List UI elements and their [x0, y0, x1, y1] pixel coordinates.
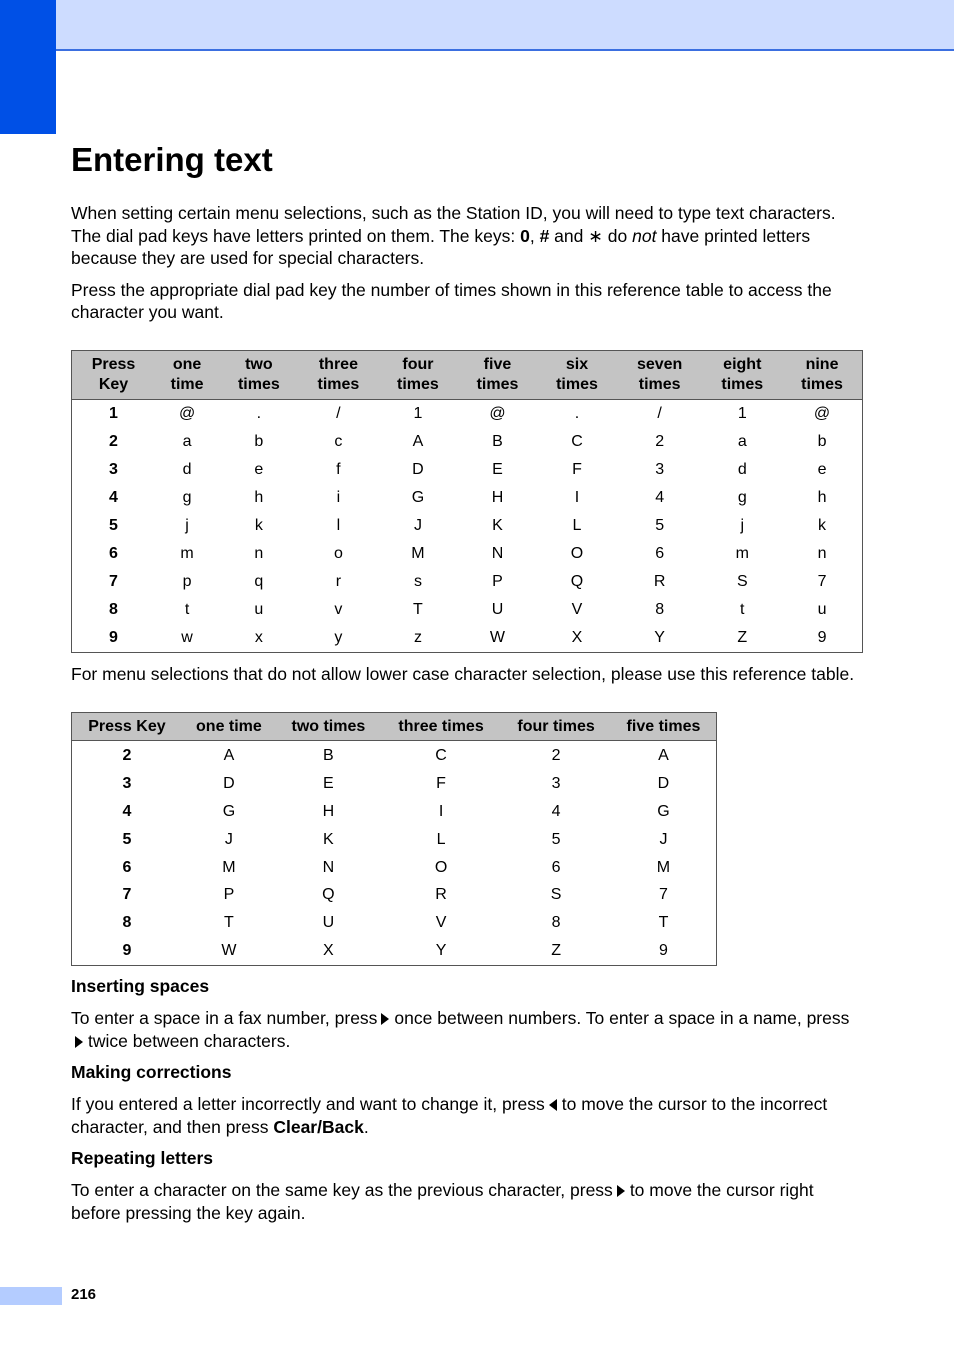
- character-cell: @: [178, 405, 196, 423]
- character-cell: C: [435, 746, 447, 764]
- character-cell: Y: [435, 942, 447, 960]
- press-key-cell: 3: [122, 774, 132, 792]
- character-cell: E: [323, 774, 334, 792]
- character-cell: C: [571, 433, 583, 451]
- character-cell: S: [550, 886, 562, 904]
- press-key-cell: 6: [122, 858, 132, 876]
- character-cell: 5: [551, 830, 561, 848]
- press-key-cell: 9: [109, 628, 118, 646]
- table-row: [72, 854, 717, 882]
- character-cell: M: [222, 858, 236, 876]
- character-cell: I: [438, 802, 444, 820]
- character-cell: O: [570, 544, 584, 562]
- page-content: [71, 140, 863, 1233]
- column-header-line: times: [801, 375, 843, 393]
- character-cell: G: [222, 802, 236, 820]
- character-cell: J: [413, 517, 422, 534]
- character-cell: /: [336, 405, 341, 423]
- character-cell: 7: [659, 886, 668, 904]
- column-header-line: Key: [98, 375, 129, 393]
- column-header-line: four: [402, 355, 434, 373]
- column-header: [782, 350, 862, 399]
- column-header: [458, 350, 538, 399]
- table-row: [72, 624, 863, 652]
- press-key-cell: 1: [109, 405, 118, 423]
- character-cell: E: [492, 461, 503, 479]
- character-cell: g: [182, 489, 192, 507]
- column-header-line: one: [172, 355, 202, 373]
- character-cell: d: [182, 461, 192, 479]
- character-cell: G: [411, 489, 425, 507]
- character-cell: J: [659, 830, 668, 848]
- press-key-cell: 2: [122, 746, 132, 764]
- character-cell: Q: [570, 572, 584, 590]
- character-cell: S: [736, 572, 748, 590]
- table-row: [72, 540, 863, 568]
- character-cell: m: [180, 544, 194, 562]
- press-key-cell: 8: [122, 914, 132, 932]
- column-header-line: three: [318, 355, 358, 373]
- character-cell: K: [492, 517, 503, 534]
- character-cell: N: [322, 858, 335, 876]
- character-cell: V: [435, 914, 447, 932]
- section-inserting-spaces: [71, 975, 863, 1052]
- character-cell: 1: [737, 405, 747, 423]
- top-header-band: [0, 0, 954, 51]
- column-header: two times: [276, 713, 381, 741]
- character-cell: W: [489, 628, 506, 646]
- character-cell: o: [333, 544, 343, 562]
- character-cell: q: [254, 572, 264, 590]
- character-cell: X: [571, 628, 583, 646]
- character-cell: M: [411, 544, 425, 562]
- section-heading: Making corrections: [71, 1062, 232, 1083]
- press-key-cell: 4: [109, 489, 118, 507]
- column-header-line: Press: [91, 355, 136, 373]
- right-arrow-icon: [75, 1036, 83, 1048]
- press-key-cell: 8: [109, 600, 118, 618]
- character-cell: H: [322, 802, 335, 820]
- character-cell: k: [818, 517, 827, 534]
- character-cell: 2: [551, 746, 561, 764]
- table-body: [72, 741, 717, 966]
- character-cell: 3: [655, 461, 665, 479]
- page-number-bar: [0, 1287, 62, 1305]
- character-cell: 4: [551, 802, 561, 820]
- character-cell: F: [436, 774, 446, 792]
- character-cell: v: [334, 600, 343, 618]
- character-cell: i: [336, 489, 341, 507]
- character-cell: U: [322, 914, 335, 932]
- character-cell: Q: [322, 886, 335, 904]
- character-cell: B: [323, 746, 334, 764]
- section-text: To enter a space in a fax number, press once between numbers. To enter a space in a name, presstwice between characters.: [71, 1008, 850, 1051]
- table-header-row: [72, 350, 863, 399]
- character-cell: 8: [551, 914, 561, 932]
- column-header-line: times: [476, 375, 519, 393]
- character-cell: D: [223, 774, 235, 792]
- table-body: [72, 399, 863, 652]
- page-number: 216: [71, 1286, 97, 1303]
- key-zero: 0: [520, 225, 530, 246]
- character-cell: j: [185, 517, 189, 534]
- character-cell: Z: [737, 628, 748, 646]
- character-cell: V: [571, 600, 583, 618]
- character-cell: P: [223, 886, 235, 904]
- section-making-corrections: [71, 1061, 863, 1138]
- character-cell: L: [436, 830, 446, 848]
- column-header: four times: [501, 713, 611, 741]
- character-cell: u: [817, 600, 827, 618]
- character-cell: t: [184, 600, 190, 618]
- character-cell: s: [413, 572, 422, 590]
- character-cell: A: [658, 746, 669, 764]
- column-header-line: times: [721, 375, 764, 393]
- key-clear-back: Clear/Back: [273, 1116, 364, 1137]
- column-header-line: eight: [723, 355, 762, 373]
- press-key-cell: 3: [109, 461, 118, 479]
- press-key-cell: 6: [109, 544, 118, 562]
- character-cell: y: [334, 628, 343, 646]
- character-cell: d: [737, 461, 747, 479]
- column-header-line: five: [483, 355, 512, 373]
- section-text: If you entered a letter incorrectly and want to change it, press to move the cursor to the incorrect character, and then press Clear/Back.: [71, 1094, 828, 1137]
- character-cell: Z: [551, 942, 561, 960]
- character-cell: T: [658, 914, 669, 932]
- character-cell: D: [412, 461, 424, 479]
- emphasis-not: not: [632, 225, 657, 246]
- character-cell: X: [323, 942, 334, 960]
- key-star: ∗: [588, 225, 603, 246]
- character-cell: R: [435, 886, 447, 904]
- character-cell: 4: [655, 489, 665, 507]
- character-cell: 7: [817, 572, 827, 590]
- character-cell: 3: [551, 774, 561, 792]
- table-row: [72, 937, 717, 965]
- character-cell: h: [254, 489, 264, 507]
- character-cell: A: [412, 433, 424, 451]
- character-cell: n: [817, 544, 827, 562]
- character-cell: p: [182, 572, 192, 590]
- character-cell: r: [335, 572, 342, 590]
- press-key-cell: 5: [109, 517, 118, 534]
- column-header: [72, 350, 156, 399]
- character-cell: D: [657, 774, 670, 792]
- column-header: one time: [182, 713, 276, 741]
- column-header-line: times: [556, 375, 598, 393]
- character-cell: 9: [817, 628, 827, 646]
- press-key-cell: 5: [122, 830, 132, 848]
- section-heading: Repeating letters: [71, 1148, 213, 1169]
- character-cell: J: [224, 830, 233, 848]
- character-cell: Y: [654, 628, 665, 646]
- character-cell: n: [254, 544, 264, 562]
- press-key-cell: 9: [122, 942, 132, 960]
- column-header: [537, 350, 617, 399]
- column-header: [219, 350, 299, 399]
- character-cell: k: [254, 517, 263, 534]
- character-cell: t: [740, 600, 745, 618]
- character-cell: x: [254, 628, 263, 646]
- character-cell: b: [817, 433, 827, 451]
- character-cell: O: [434, 858, 448, 876]
- character-cell: m: [735, 544, 749, 562]
- column-header: three times: [381, 713, 501, 741]
- character-cell: @: [489, 405, 506, 423]
- character-cell: R: [653, 572, 666, 590]
- column-header: [299, 350, 379, 399]
- character-cell: 8: [655, 600, 665, 618]
- character-cell: j: [740, 517, 745, 534]
- right-arrow-icon: [381, 1013, 389, 1025]
- column-header-line: six: [565, 355, 589, 373]
- character-cell: h: [817, 489, 827, 507]
- chapter-tab: [0, 0, 56, 134]
- column-header: five times: [611, 713, 717, 741]
- table-row: [72, 909, 717, 937]
- table-row: [72, 798, 717, 826]
- character-cell: c: [334, 433, 343, 451]
- character-cell: 1: [413, 405, 423, 423]
- column-header-line: nine: [805, 355, 839, 373]
- character-cell: K: [323, 830, 334, 848]
- table-header-row: [72, 713, 717, 741]
- left-arrow-icon: [549, 1099, 557, 1111]
- character-cell: T: [413, 600, 423, 618]
- section-heading: Inserting spaces: [71, 976, 210, 997]
- character-cell: U: [491, 600, 504, 618]
- character-cell: @: [813, 405, 831, 423]
- table-row: [72, 568, 863, 596]
- character-cell: l: [336, 517, 341, 534]
- table-row: [72, 881, 717, 909]
- key-hash: #: [539, 225, 550, 246]
- press-key-cell: 7: [109, 572, 118, 590]
- column-header: Press Key: [72, 713, 182, 741]
- column-header-line: times: [638, 375, 681, 393]
- character-cell: u: [254, 600, 264, 618]
- character-cell: g: [737, 489, 747, 507]
- column-header-line: two: [245, 355, 273, 373]
- character-cell: 6: [551, 858, 561, 876]
- character-cell: M: [656, 858, 671, 876]
- column-header: [378, 350, 458, 399]
- table-row: [72, 456, 863, 484]
- column-header-line: times: [397, 375, 439, 393]
- character-cell: z: [413, 628, 422, 646]
- table-row: [72, 428, 863, 456]
- intro-paragraph-1: When setting certain menu selections, such as the Station ID, you will need to type text characters. The dial pad keys have letters printed on them. The keys: 0, # and ∗ do not have printed letters because they are used for special characters.: [71, 203, 836, 268]
- table-row: [72, 770, 717, 798]
- column-header-line: times: [317, 375, 360, 393]
- character-cell: w: [181, 628, 193, 646]
- press-key-cell: 4: [122, 802, 132, 820]
- column-header: [703, 350, 783, 399]
- character-cell: L: [572, 517, 582, 534]
- character-cell: G: [657, 802, 670, 820]
- character-cell: a: [182, 433, 192, 451]
- table-row: [72, 826, 717, 854]
- table-row: [72, 484, 863, 512]
- character-cell: N: [491, 544, 504, 562]
- column-header-line: times: [237, 375, 280, 393]
- character-cell: e: [254, 461, 264, 479]
- character-cell: 9: [659, 942, 668, 960]
- character-cell: 5: [655, 517, 665, 534]
- character-cell: f: [336, 461, 341, 479]
- character-table-uppercase: [71, 712, 717, 966]
- table-row: [72, 399, 863, 428]
- column-header-line: time: [170, 375, 204, 393]
- column-header: [617, 350, 703, 399]
- character-table-full: [71, 350, 863, 653]
- character-cell: H: [491, 489, 504, 507]
- press-key-cell: 7: [122, 886, 132, 904]
- page-title: Entering text: [71, 141, 273, 178]
- table-row: [72, 741, 717, 770]
- character-cell: B: [492, 433, 503, 451]
- character-cell: A: [223, 746, 235, 764]
- section-repeating-letters: [71, 1147, 863, 1224]
- press-key-cell: 2: [109, 433, 118, 451]
- character-cell: 6: [655, 544, 665, 562]
- intro-paragraph-2: Press the appropriate dial pad key the number of times shown in this reference table to access the character you want.: [71, 279, 832, 322]
- character-cell: /: [657, 405, 662, 423]
- table-row: [72, 596, 863, 624]
- character-cell: I: [574, 489, 580, 507]
- character-cell: W: [221, 942, 237, 960]
- character-cell: 2: [655, 433, 665, 451]
- table-row: [72, 512, 863, 540]
- character-cell: a: [737, 433, 747, 451]
- right-arrow-icon: [617, 1185, 625, 1197]
- column-header: [155, 350, 219, 399]
- character-cell: T: [224, 914, 234, 932]
- column-header-line: seven: [636, 355, 683, 373]
- character-cell: .: [574, 405, 580, 423]
- character-cell: P: [492, 572, 503, 590]
- uppercase-note: For menu selections that do not allow lower case character selection, please use this reference table.: [71, 663, 855, 684]
- character-cell: e: [817, 461, 827, 479]
- character-cell: b: [254, 433, 264, 451]
- character-cell: F: [572, 461, 582, 479]
- character-cell: .: [256, 405, 262, 423]
- section-text: To enter a character on the same key as the previous character, press to move the cursor right before pressing the key again.: [71, 1180, 814, 1223]
